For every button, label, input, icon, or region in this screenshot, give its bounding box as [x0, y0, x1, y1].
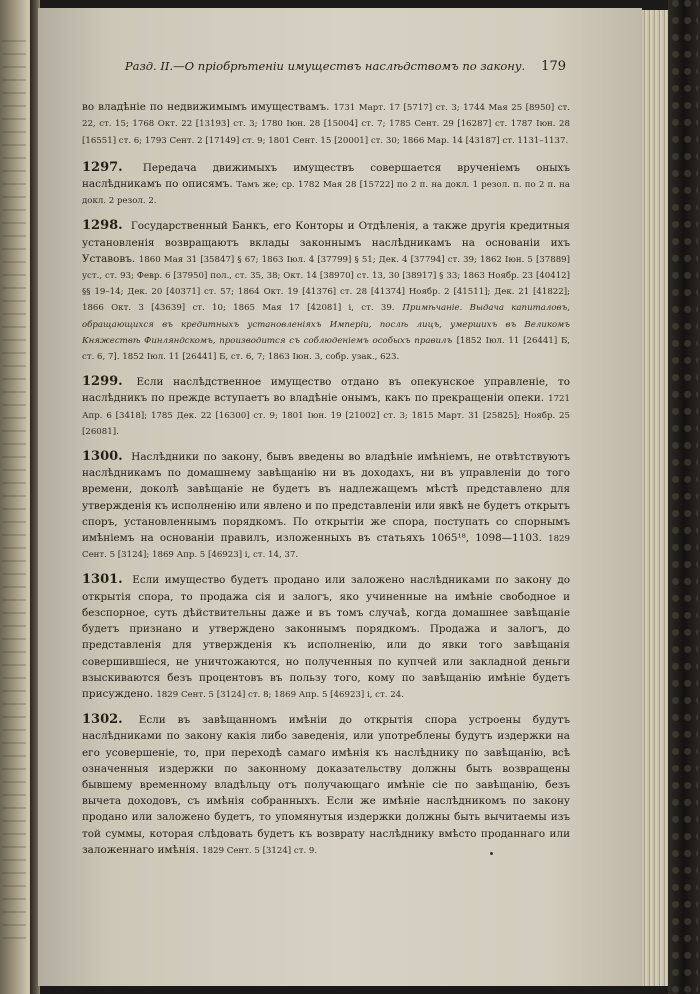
- article-number: 1302.: [82, 712, 123, 728]
- article-number: 1297.: [82, 159, 123, 175]
- running-header: [82, 58, 570, 75]
- article-1300: [82, 449, 570, 562]
- left-page-text-fragment: [2, 40, 26, 940]
- article-number: 1298.: [82, 218, 123, 234]
- article-note: 1829 Сент. 5 [3124]; 1869 Апр. 5 [46923] і, ст. 14, 37.: [82, 534, 570, 561]
- article-1299: [82, 374, 570, 439]
- article-number: 1299.: [82, 374, 123, 390]
- article-note: 1860 Мая 31 [35847] § 67; 1863 Іюл. 4 [37799] § 51; Дек. 4 [37794] ст. 39; 1862 Іюн. 5 [37889] уст., ст. 93; Февр. 6 [37950] пол., ст. 35, 38; Окт. 14 [38970] ст. 13, 30 [38917] § 33; 1863 Ноябр. 23 [40412] §§ 19–14; Дек. 20 [40371] ст. 57; 1864 Окт. 19 [41376] ст. 28 [41374] Ноябр. 2 [41511]; Дек. 21 [41822]; 1866 Окт. 3 [43639] ст. 10; 1865 Мая 17 [42081] і, ст. 39.: [82, 254, 570, 314]
- continuation-body: во владѣніе по недвижимымъ имуществамъ.: [82, 101, 330, 114]
- article-1298: [82, 218, 570, 364]
- page-edges: [642, 10, 668, 986]
- cover-texture: [672, 0, 698, 994]
- article-note: 1721 Апр. 6 [3418]; 1785 Дек. 22 [16300] ст. 9; 1801 Іюн. 19 [21002] ст. 3; 1815 Март. 31 [25825]; Ноябр. 25 [26081].: [82, 394, 570, 437]
- article-body: Если наслѣдственное имущество отдано въ опекунское управленіе, то наслѣдникъ по прежде вступаетъ во владѣніе онымъ, какъ по прекращеніи опеки.: [82, 376, 570, 405]
- article-body: Государственный Банкъ, его Конторы и Отдѣленія, а также другія кредитныя установленія возвращаютъ вклады законнымъ наслѣдникамъ на основаніи ихъ Уставовъ.: [82, 220, 570, 265]
- article-body: Если въ завѣщанномъ имѣніи до открытія спора устроены будутъ наслѣдниками по закону какія либо заведенія, или употреблены будутъ издержки на его усовершеніе, то, при переходѣ самаго имѣнія къ наслѣднику по завѣщанію, всѣ означенныя издержки по законному доказательству должны быть возвращены бывшему временному владѣльцу отъ получающаго имѣніе сіе по завѣщанію, безъ вычета доходовъ, съ имѣнія собранныхъ. Если же имѣніе наслѣдникомъ по закону продано или заложено будетъ, то упомянутыя издержки должны быть вычитаемы изъ той суммы, которая слѣдовать будетъ къ возврату наслѣднику вмѣсто проданнаго или заложеннаго имѣнія.: [82, 714, 570, 856]
- article-body: Наслѣдники по закону, бывъ введены во владѣніе имѣніемъ, не отвѣтствуютъ наслѣдникамъ по домашнему завѣщанію ни въ доходахъ, ни въ управленіи до того времени, доколѣ завѣщаніе не будетъ въ надлежащемъ мѣстѣ представлено для утвержденія къ исполненію или явлено и по представленіи или явкѣ не будетъ открытъ споръ, установленнымъ порядкомъ. По открытіи же спора, поступать со спорнымъ имѣніемъ на основаніи правилъ, изложенныхъ въ статьяхъ 1065¹⁸, 1098—1103.: [82, 451, 570, 545]
- article-note: Тамъ же; ср. 1782 Мая 28 [15722] по 2 п. на докл. 1 резол. п. по 2 п. на докл. 2 резол. 2.: [82, 180, 571, 207]
- article-legal-note: Примѣчаніе. Выдача капиталовъ, обращающихся въ кредитныхъ установленіяхъ Имперіи, послѣ лицъ, умершихъ въ Великомъ Княжествѣ Финляндскомъ, производится съ соблюденіемъ особыхъ правилъ: [82, 303, 570, 346]
- article-note: 1829 Сент. 5 [3124] ст. 9.: [202, 845, 318, 856]
- continuation-note: 1731 Март. 17 [5717] ст. 3; 1744 Мая 25 [8950] ст. 22, ст. 15; 1768 Окт. 22 [13193] ст. 3; 1780 Іюн. 28 [15004] ст. 7; 1785 Сент. 29 [16287] ст. 1787 Іюн. 28 [16551] ст. 6; 1793 Сент. 2 [17149] ст. 9; 1801 Сент. 15 [20001] ст. 30; 1866 Мар. 14 [43187] ст. 1131–1137.: [82, 103, 570, 146]
- article-body: Передача движимыхъ имуществъ совершается врученіемъ оныхъ наслѣдникамъ по описямъ.: [82, 161, 570, 191]
- article-1297: [82, 160, 570, 209]
- page-number: 179: [541, 59, 566, 74]
- article-1302: [82, 712, 570, 858]
- page-text: [82, 58, 570, 868]
- article-legal-note-tail: [1852 Іюл. 11 [26441] Б, ст. 6, 7]. 1852 Іюл. 11 [26441] Б, ст. 6, 7; 1863 Іюн. 3, собр. узак., 623.: [82, 335, 570, 363]
- article-number: 1301.: [82, 572, 123, 588]
- article-body: Если имущество будетъ продано или заложено наслѣдниками по закону до открытія спора, то продажа сія и залогъ, яко учиненные на имѣніе свободное и безспорное, суть дѣйствительны даже и въ томъ случаѣ, когда домашнее завѣщаніе будетъ признано и утверждено законнымъ порядкомъ. Продажа и залогъ, до представленія для утвержденія къ исполненію, или до явки того завѣщанія совершившіеся, не уничтожаются, но полученныя по купчей или закладной деньги взыскиваются безъ процентовъ въ пользу того, кому по завѣщанію имѣніе будетъ присуждено.: [82, 574, 570, 700]
- article-note: 1829 Сент. 5 [3124] ст. 8; 1869 Апр. 5 [46923] і, ст. 24.: [156, 689, 404, 700]
- continuation-paragraph: [82, 99, 570, 148]
- running-header-title: Разд. II.—О пріобрѣтеніи имуществъ наслѣдствомъ по закону.: [124, 59, 526, 73]
- printer-dot: [490, 852, 493, 855]
- article-number: 1300.: [82, 449, 123, 465]
- article-1301: [82, 572, 570, 702]
